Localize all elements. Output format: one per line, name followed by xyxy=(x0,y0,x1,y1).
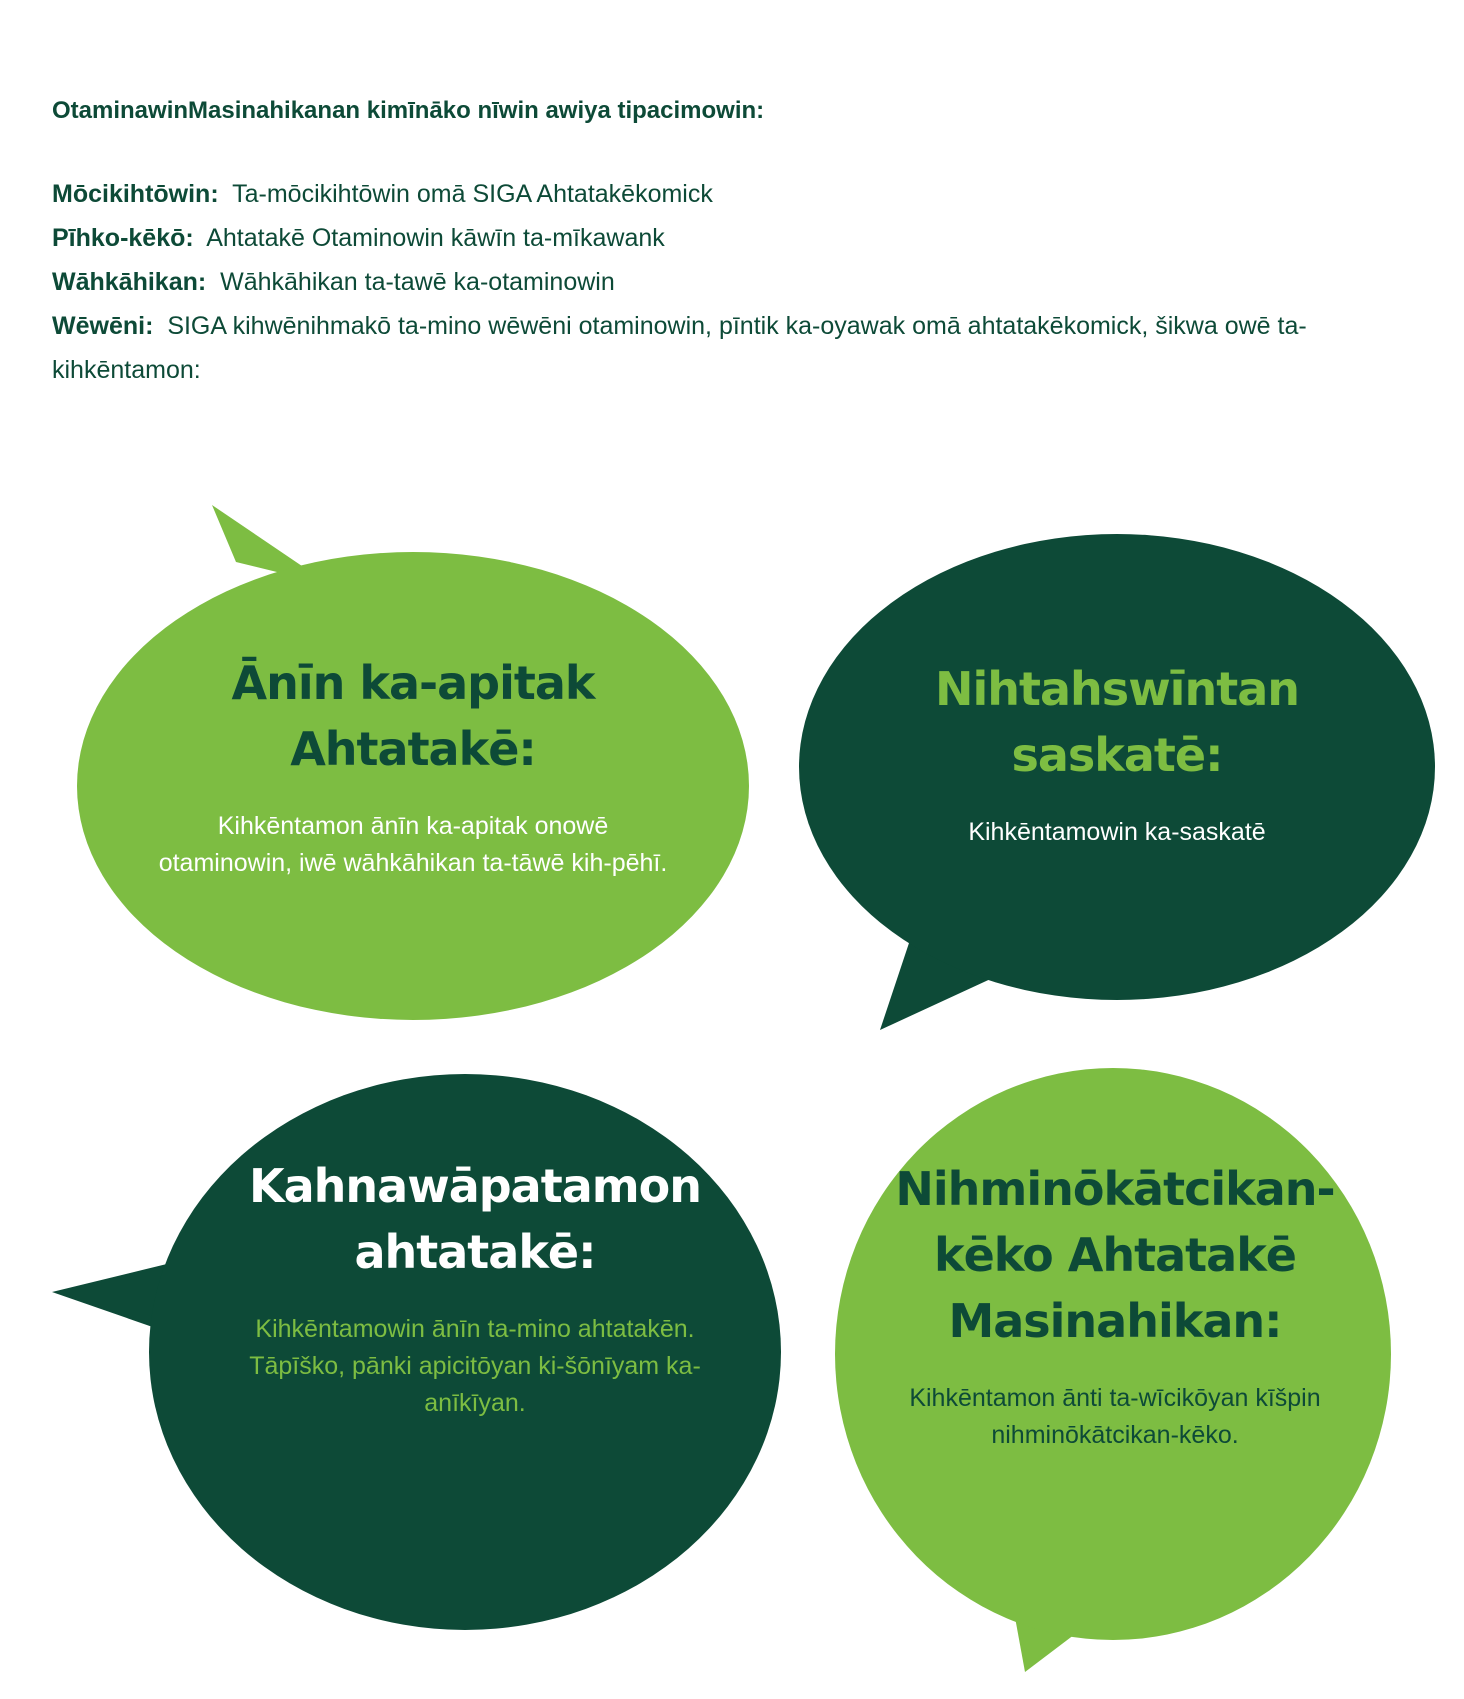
bubble-4-body-text: Kihkēntamon ānti ta-wīcikōyan kīšpin nihminōkātcikan-kēko. xyxy=(909,1384,1321,1449)
bubble-4-title-line: Nihminōkātcikan- xyxy=(895,1162,1335,1216)
bubble-2-body-text: Kihkēntamowin ka-saskatē xyxy=(968,818,1266,846)
bubble-4-title-line: kēko Ahtatakē xyxy=(934,1228,1296,1282)
bubble-1-title-line: Ahtatakē: xyxy=(290,722,536,776)
definition-term: Mōcikihtōwin: xyxy=(52,180,219,208)
definition-text: SIGA kihwēnihmakō ta-mino wēwēni otaminowin, pīntik ka-oyawak omā ahtatakēkomick, šikwa owē ta-kihkēntamon: xyxy=(52,312,1307,384)
bubble-4-title xyxy=(880,1156,1350,1354)
definition-term: Wāhkāhikan: xyxy=(52,268,207,296)
definition-term: Wēwēni: xyxy=(52,312,154,340)
definition-text: Ta-mōcikihtōwin omā SIGA Ahtatakēkomick xyxy=(232,180,713,208)
bubble-4-text xyxy=(880,1156,1350,1454)
definition-term: Pīhko-kēkō: xyxy=(52,224,194,252)
bubble-4-title-line: Masinahikan: xyxy=(948,1294,1282,1348)
intro-heading: OtaminawinMasinahikanan kimīnāko nīwin awiya tipacimowin: xyxy=(52,97,765,124)
bubble-2-title-line: saskatē: xyxy=(1011,728,1223,782)
definition-text: Wāhkāhikan ta-tawē ka-otaminowin xyxy=(220,268,615,296)
bubble-1-title-line: Ānīn ka-apitak xyxy=(231,656,595,710)
bubble-3-title xyxy=(210,1153,740,1285)
bubble-2-text xyxy=(880,656,1354,851)
bubble-3-text xyxy=(210,1153,740,1422)
bubble-2-title-line: Nihtahswīntan xyxy=(935,662,1299,716)
bubble-1-text xyxy=(140,650,686,882)
bubble-3-title-line: ahtatakē: xyxy=(354,1225,596,1279)
bubble-1-body-text: Kihkēntamon ānīn ka-apitak onowē otaminowin, iwē wāhkāhikan ta-tāwē kih-pēhī. xyxy=(158,812,668,877)
bubble-3-title-line: Kahnawāpatamon xyxy=(248,1159,702,1213)
bubble-3-body-text: Kihkēntamowin ānīn ta-mino ahtatakēn. Tāpīško, pānki apicitōyan ki-šōnīyam ka-anīkīyan. xyxy=(249,1315,701,1417)
bubble-2-title xyxy=(880,656,1354,788)
bubble-1-title xyxy=(140,650,686,782)
definition-text: Ahtatakē Otaminowin kāwīn ta-mīkawank xyxy=(206,224,665,252)
